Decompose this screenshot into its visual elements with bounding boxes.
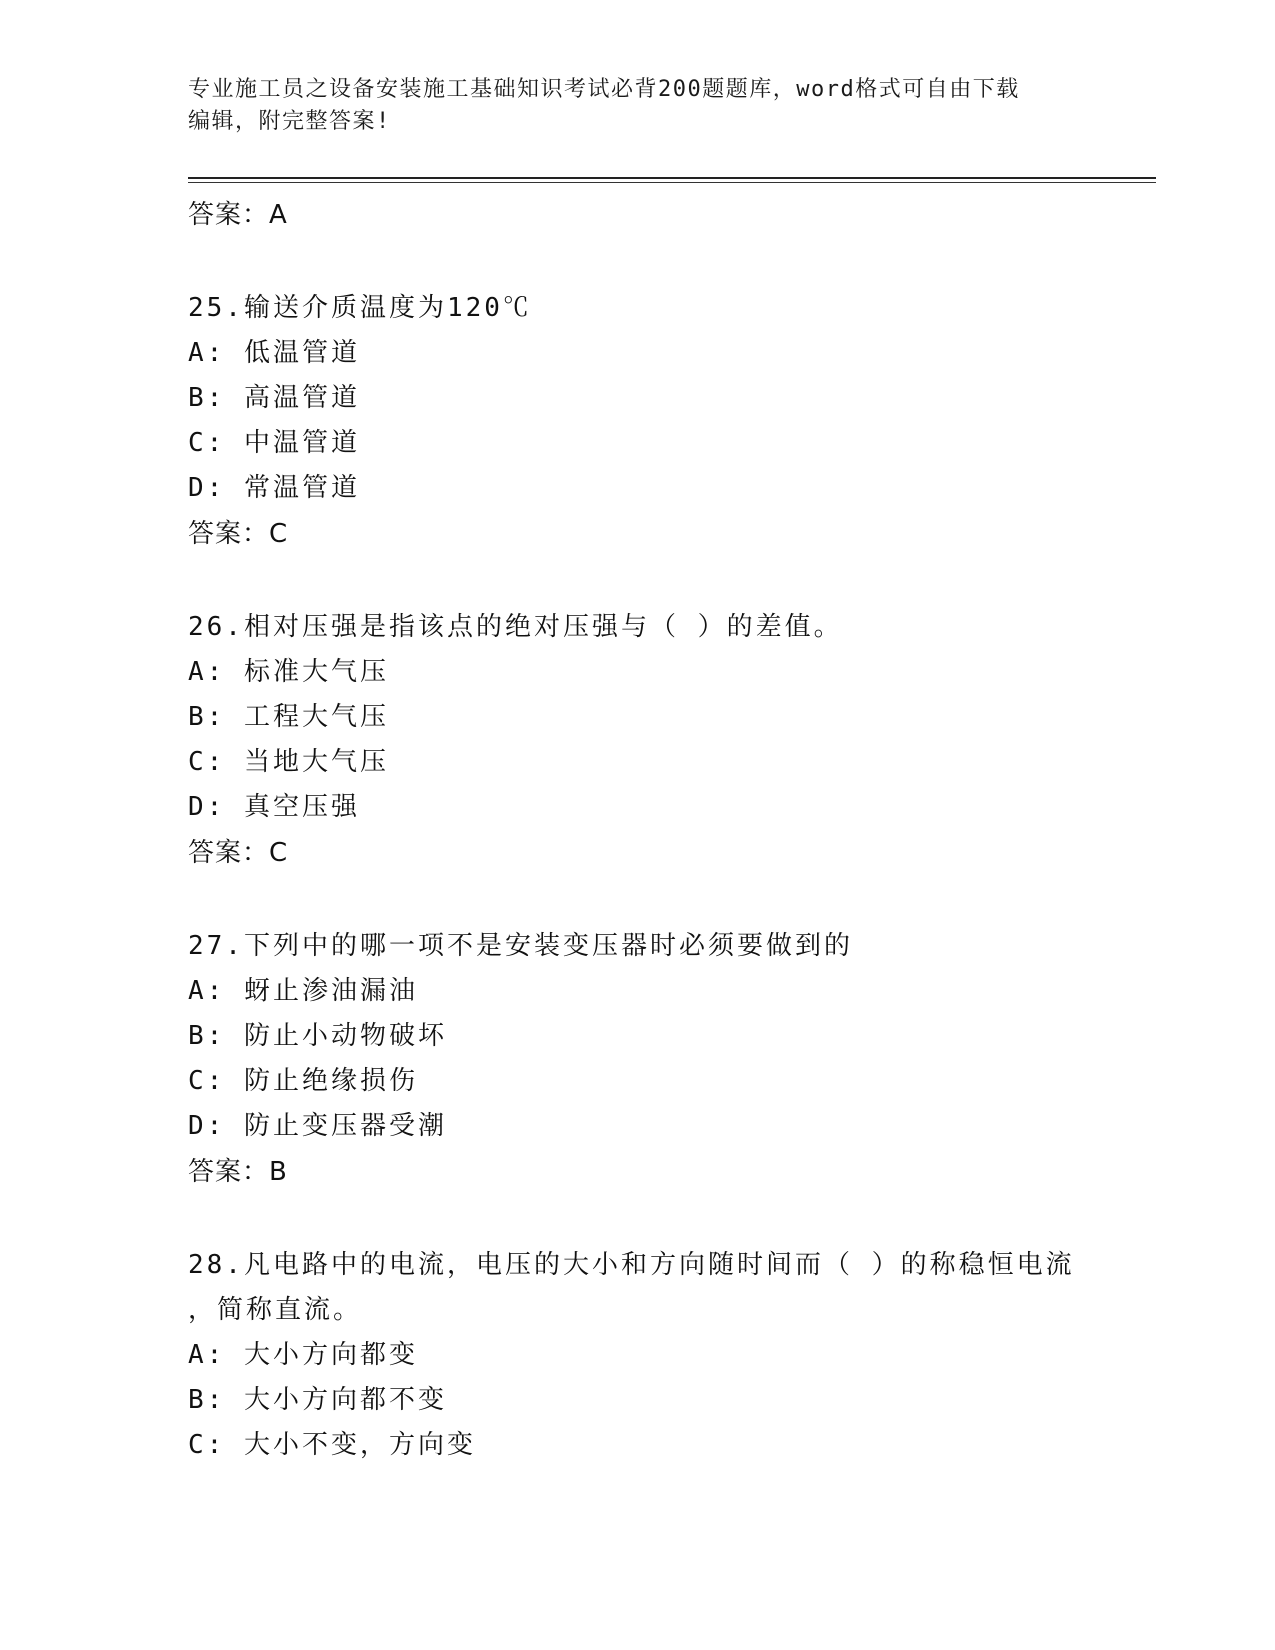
question-block xyxy=(188,924,1148,1195)
question-block xyxy=(188,286,1148,557)
header-line-2: 编辑，附完整答案! xyxy=(188,109,391,134)
option-b: B: 工程大气压 xyxy=(188,702,389,732)
question-stem: 27.下列中的哪一项不是安装变压器时必须要做到的 xyxy=(188,931,853,961)
question-stem-continued: ，简称直流。 xyxy=(188,1295,363,1325)
question-block xyxy=(188,605,1148,876)
question-stem: 26.相对压强是指该点的绝对压强与（ ）的差值。 xyxy=(188,612,843,642)
option-b: B: 大小方向都不变 xyxy=(188,1385,447,1415)
option-b: B: 防止小动物破坏 xyxy=(188,1021,447,1051)
answer-label: 答案：A xyxy=(188,200,288,230)
option-c: C: 防止绝缘损伤 xyxy=(188,1066,418,1096)
document-header xyxy=(188,74,1088,138)
option-b: B: 高温管道 xyxy=(188,383,360,413)
question-block xyxy=(188,1243,1148,1468)
answer-label: 答案：B xyxy=(188,1157,288,1187)
answer-label: 答案：C xyxy=(188,838,289,868)
question-stem: 25.输送介质温度为120℃ xyxy=(188,293,532,323)
option-d: D: 真空压强 xyxy=(188,792,360,822)
option-c: C: 中温管道 xyxy=(188,428,360,458)
option-c: C: 大小不变，方向变 xyxy=(188,1430,476,1460)
answer-label: 答案：C xyxy=(188,519,289,549)
option-c: C: 当地大气压 xyxy=(188,747,389,777)
option-d: D: 常温管道 xyxy=(188,473,360,503)
option-a: A: 低温管道 xyxy=(188,338,360,368)
header-rule-thick xyxy=(188,177,1156,179)
option-a: A: 标准大气压 xyxy=(188,657,389,687)
option-d: D: 防止变压器受潮 xyxy=(188,1111,447,1141)
option-a: A: 大小方向都变 xyxy=(188,1340,418,1370)
question-list xyxy=(188,192,1148,1468)
option-a: A: 蚜止渗油漏油 xyxy=(188,976,418,1006)
header-line-1: 专业施工员之设备安装施工基础知识考试必背200题题库，word格式可自由下载 xyxy=(188,77,1020,102)
question-stem: 28.凡电路中的电流，电压的大小和方向随时间而（ ）的称稳恒电流 xyxy=(188,1250,1075,1280)
header-rule-thin xyxy=(188,182,1156,183)
